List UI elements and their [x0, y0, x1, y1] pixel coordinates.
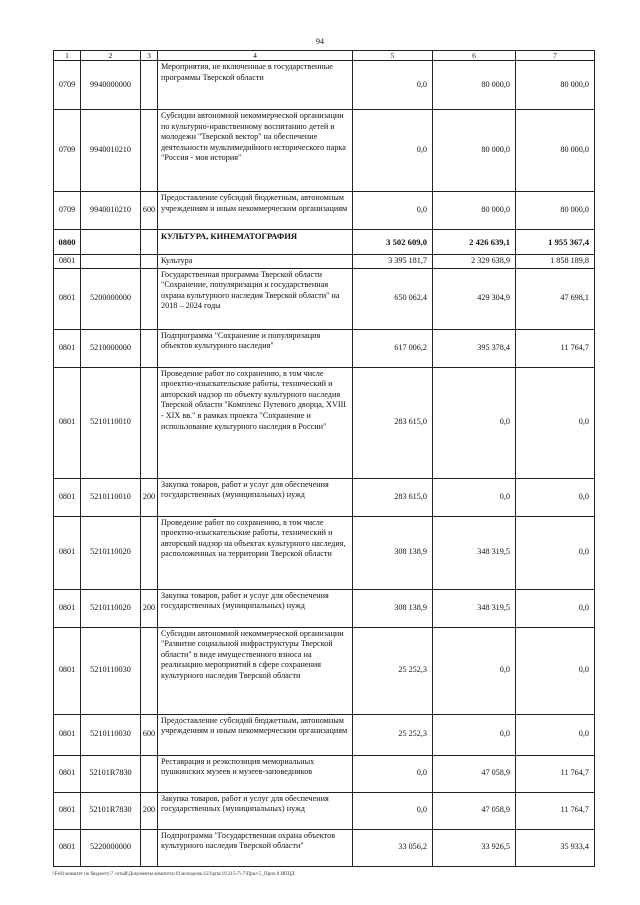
column-number-header	[54, 51, 595, 61]
expense-type-cell: 600	[141, 192, 158, 230]
section-code-cell: 0801	[54, 714, 81, 755]
table-row	[54, 478, 595, 516]
table-row	[54, 255, 595, 269]
expense-type-cell	[141, 329, 158, 367]
amount-year1-cell: 617 006,2	[353, 329, 433, 367]
item-name-cell: Реставрация и реэкспозиция мемориальных пушкинских музеев и музеев-заповедников	[158, 755, 353, 792]
amount-year3-cell: 35 933,4	[516, 829, 595, 866]
amount-year2-cell: 0,0	[433, 627, 516, 714]
amount-year1-cell: 0,0	[353, 192, 433, 230]
amount-year2-cell: 80 000,0	[433, 192, 516, 230]
amount-year2-cell: 348 319,5	[433, 589, 516, 627]
amount-year3-cell: 11 764,7	[516, 329, 595, 367]
amount-year2-cell: 0,0	[433, 714, 516, 755]
expense-type-cell: 600	[141, 714, 158, 755]
amount-year3-cell: 0,0	[516, 516, 595, 589]
amount-year1-cell: 650 062,4	[353, 268, 433, 329]
amount-year1-cell: 33 056,2	[353, 829, 433, 866]
section-code-cell: 0801	[54, 367, 81, 478]
target-article-cell: 52101R7830	[81, 755, 141, 792]
item-name-cell: Субсидии автономной некоммерческой организации по культурно-нравственному воспитанию детей и молодежи "Тверской вектор" на обеспечение деятельности мультимедийного исторического парка "Россия - моя история"	[158, 110, 353, 192]
item-name-cell: Субсидии автономной некоммерческой организации "Развитие социальной инфраструктуры Тверской области" в виде имущественного взноса на реализацию мероприятий в сфере сохранения культурного наследия Тверской области	[158, 627, 353, 714]
amount-year2-cell: 0,0	[433, 478, 516, 516]
amount-year1-cell: 25 252,3	[353, 627, 433, 714]
amount-year1-cell: 308 138,9	[353, 589, 433, 627]
target-article-cell: 5210110010	[81, 478, 141, 516]
item-name-cell: Проведение работ по сохранению, в том числе проектно-изыскательские работы, технический и авторский надзор на объектах культурного наследия, расположенных на территории Тверской области	[158, 516, 353, 589]
section-code-cell: 0801	[54, 478, 81, 516]
expense-type-cell: 200	[141, 478, 158, 516]
target-article-cell: 5220000000	[81, 829, 141, 866]
expense-type-cell	[141, 61, 158, 110]
header-cell: 2	[81, 51, 141, 61]
section-code-cell: 0801	[54, 589, 81, 627]
amount-year2-cell: 395 378,4	[433, 329, 516, 367]
item-name-cell: Мероприятия, не включенные в государственные программы Тверской области	[158, 61, 353, 110]
header-cell: 1	[54, 51, 81, 61]
amount-year2-cell: 33 926,5	[433, 829, 516, 866]
expense-type-cell	[141, 367, 158, 478]
target-article-cell: 52101R7830	[81, 792, 141, 829]
item-name-cell: Закупка товаров, работ и услуг для обеспечения государственных (муниципальных) нужд	[158, 792, 353, 829]
section-code-cell: 0801	[54, 268, 81, 329]
amount-year3-cell: 0,0	[516, 367, 595, 478]
table-row	[54, 110, 595, 192]
item-name-cell: Культура	[158, 255, 353, 269]
amount-year1-cell: 0,0	[353, 792, 433, 829]
section-code-cell: 0801	[54, 829, 81, 866]
item-name-cell: Предоставление субсидий бюджетным, автономным учреждениям и иным некоммерческим организациям	[158, 192, 353, 230]
table-row	[54, 329, 595, 367]
header-cell: 3	[141, 51, 158, 61]
target-article-cell: 9940010210	[81, 110, 141, 192]
amount-year1-cell: 0,0	[353, 110, 433, 192]
section-code-cell: 0801	[54, 627, 81, 714]
amount-year2-cell: 80 000,0	[433, 61, 516, 110]
table-row	[54, 192, 595, 230]
amount-year3-cell: 0,0	[516, 589, 595, 627]
section-code-cell: 0709	[54, 61, 81, 110]
amount-year1-cell: 25 252,3	[353, 714, 433, 755]
item-name-cell: Подпрограмма "Государственная охрана объектов культурного наследия Тверской области"	[158, 829, 353, 866]
section-code-cell: 0801	[54, 516, 81, 589]
amount-year1-cell: 0,0	[353, 61, 433, 110]
amount-year2-cell: 429 304,9	[433, 268, 516, 329]
expense-type-cell	[141, 110, 158, 192]
expense-type-cell	[141, 755, 158, 792]
amount-year3-cell: 80 000,0	[516, 110, 595, 192]
file-path-footer: \\Fs01\комитет по бюджету\7 сотый\Документы комитета\19 молодежь\123\prta\19.315-7\-7\Прил 5_Прил 8 ИПЦД	[52, 872, 295, 877]
target-article-cell: 5210110010	[81, 367, 141, 478]
amount-year3-cell: 1 955 367,4	[516, 230, 595, 255]
amount-year1-cell: 3 395 181,7	[353, 255, 433, 269]
expense-type-cell	[141, 627, 158, 714]
section-code-cell: 0801	[54, 255, 81, 269]
expense-type-cell: 200	[141, 589, 158, 627]
table-row	[54, 714, 595, 755]
expense-type-cell	[141, 268, 158, 329]
expense-type-cell	[141, 230, 158, 255]
amount-year2-cell: 2 426 639,1	[433, 230, 516, 255]
header-cell: 5	[353, 51, 433, 61]
item-name-cell: Подпрограмма "Сохранение и популяризация объектов культурного наследия"	[158, 329, 353, 367]
section-code-cell: 0801	[54, 792, 81, 829]
target-article-cell: 5210110020	[81, 516, 141, 589]
table-row	[54, 516, 595, 589]
budget-table	[53, 50, 595, 867]
amount-year2-cell: 47 058,9	[433, 755, 516, 792]
expense-type-cell	[141, 516, 158, 589]
amount-year2-cell: 2 329 638,9	[433, 255, 516, 269]
amount-year3-cell: 80 000,0	[516, 61, 595, 110]
target-article-cell: 5210110020	[81, 589, 141, 627]
amount-year3-cell: 0,0	[516, 478, 595, 516]
target-article-cell	[81, 230, 141, 255]
header-cell: 6	[433, 51, 516, 61]
section-code-cell: 0709	[54, 192, 81, 230]
table-row	[54, 589, 595, 627]
section-code-cell: 0801	[54, 755, 81, 792]
item-name-cell: Проведение работ по сохранению, в том числе проектно-изыскательские работы, технический и авторский надзор по объекту культурного наследия Тверской области "Комплекс Путевого дворца, XVIII - XIX вв." в рамках проекта "Сохранение и использование культурного наследия в России"	[158, 367, 353, 478]
amount-year3-cell: 0,0	[516, 627, 595, 714]
item-name-cell: Предоставление субсидий бюджетным, автономным учреждениям и иным некоммерческим организациям	[158, 714, 353, 755]
section-code-cell: 0801	[54, 329, 81, 367]
amount-year3-cell: 47 698,1	[516, 268, 595, 329]
amount-year2-cell: 47 058,9	[433, 792, 516, 829]
target-article-cell: 9940000000	[81, 61, 141, 110]
table-row	[54, 61, 595, 110]
target-article-cell: 5210110030	[81, 627, 141, 714]
expense-type-cell	[141, 829, 158, 866]
item-name-cell: Закупка товаров, работ и услуг для обеспечения государственных (муниципальных) нужд	[158, 478, 353, 516]
amount-year2-cell: 348 319,5	[433, 516, 516, 589]
section-code-cell: 0800	[54, 230, 81, 255]
target-article-cell: 5210000000	[81, 329, 141, 367]
header-cell: 4	[158, 51, 353, 61]
item-name-cell: КУЛЬТУРА, КИНЕМАТОГРАФИЯ	[158, 230, 353, 255]
table-row	[54, 829, 595, 866]
amount-year2-cell: 80 000,0	[433, 110, 516, 192]
page-number: 94	[316, 37, 324, 46]
amount-year1-cell: 283 615,0	[353, 367, 433, 478]
table-row	[54, 627, 595, 714]
table-row	[54, 230, 595, 255]
target-article-cell: 9940010210	[81, 192, 141, 230]
table-row	[54, 268, 595, 329]
amount-year3-cell: 1 858 189,8	[516, 255, 595, 269]
amount-year3-cell: 80 000,0	[516, 192, 595, 230]
table-row	[54, 755, 595, 792]
amount-year1-cell: 283 615,0	[353, 478, 433, 516]
amount-year3-cell: 11 764,7	[516, 792, 595, 829]
amount-year3-cell: 11 764,7	[516, 755, 595, 792]
amount-year1-cell: 0,0	[353, 755, 433, 792]
amount-year3-cell: 0,0	[516, 714, 595, 755]
amount-year1-cell: 3 502 609,0	[353, 230, 433, 255]
amount-year1-cell: 308 138,9	[353, 516, 433, 589]
section-code-cell: 0709	[54, 110, 81, 192]
target-article-cell	[81, 255, 141, 269]
table-row	[54, 367, 595, 478]
amount-year2-cell: 0,0	[433, 367, 516, 478]
table-row	[54, 792, 595, 829]
item-name-cell: Государственная программа Тверской области "Сохранение, популяризация и государственная охрана культурного наследия Тверской области" на 2018 – 2024 годы	[158, 268, 353, 329]
target-article-cell: 5210110030	[81, 714, 141, 755]
item-name-cell: Закупка товаров, работ и услуг для обеспечения государственных (муниципальных) нужд	[158, 589, 353, 627]
header-cell: 7	[516, 51, 595, 61]
expense-type-cell	[141, 255, 158, 269]
expense-type-cell: 200	[141, 792, 158, 829]
target-article-cell: 5200000000	[81, 268, 141, 329]
